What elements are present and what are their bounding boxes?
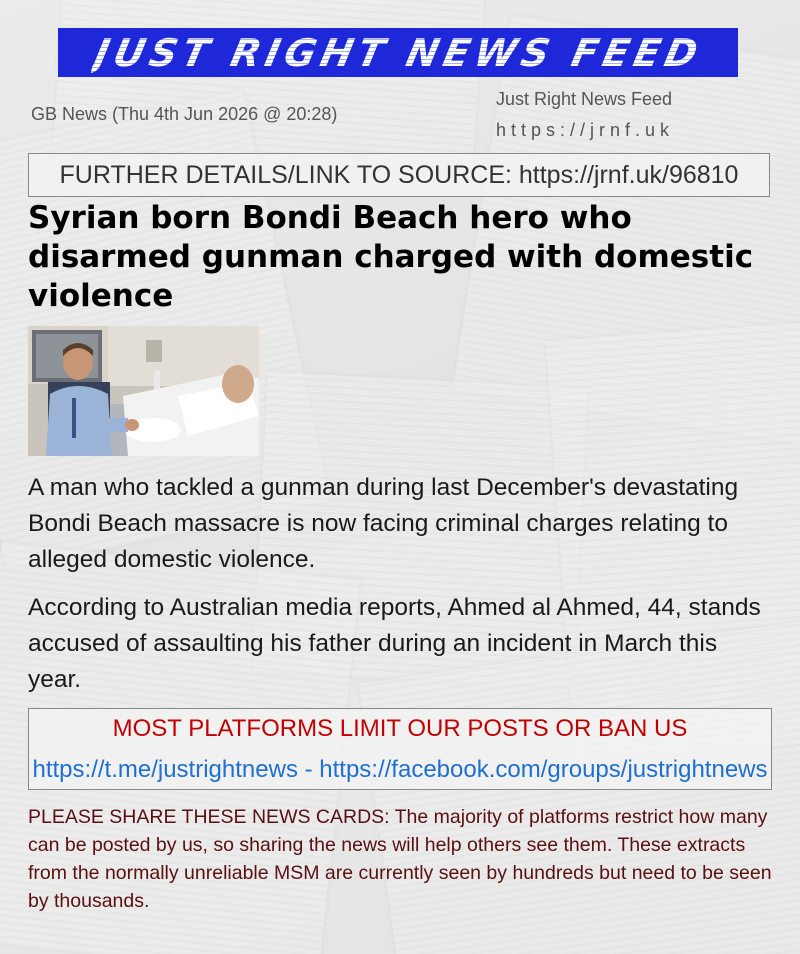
source-link[interactable]: FURTHER DETAILS/LINK TO SOURCE: https://jrnf.uk/96810: [59, 160, 739, 189]
social-links[interactable]: https://t.me/justrightnews - https://facebook.com/groups/justrightnews: [32, 756, 768, 783]
platforms-notice-box: [28, 708, 772, 790]
share-request-text: PLEASE SHARE THESE NEWS CARDS: The majority of platforms restrict how many can be posted by us, so sharing the news will help others see them. These extracts from the normally unreliable MSM are currently seen by hundreds but need to be seen by thousands.: [28, 806, 772, 912]
source-and-date: GB News (Thu 4th Jun 2026 @ 20:28): [31, 104, 338, 124]
article-paragraph: According to Australian media reports, Ahmed al Ahmed, 44, stands accused of assaulting his father during an incident in March this year.: [28, 594, 761, 693]
site-banner: [58, 28, 738, 77]
site-name: Just Right News Feed: [496, 89, 673, 109]
banner-title: JUST RIGHT NEWS FEED: [89, 30, 707, 75]
article-photo: [28, 326, 259, 456]
source-link-box: [28, 153, 770, 197]
article-paragraph: A man who tackled a gunman during last December's devastating Bondi Beach massacre is now facing criminal charges relating to alleged domestic violence.: [28, 474, 739, 573]
platforms-warning: MOST PLATFORMS LIMIT OUR POSTS OR BAN US: [112, 715, 688, 742]
hospital-photo-illustration: [28, 326, 259, 456]
site-url-link[interactable]: https://jrnf.uk: [496, 120, 675, 140]
article-headline: Syrian born Bondi Beach hero who disarmed gunman charged with domestic violence: [28, 200, 754, 314]
